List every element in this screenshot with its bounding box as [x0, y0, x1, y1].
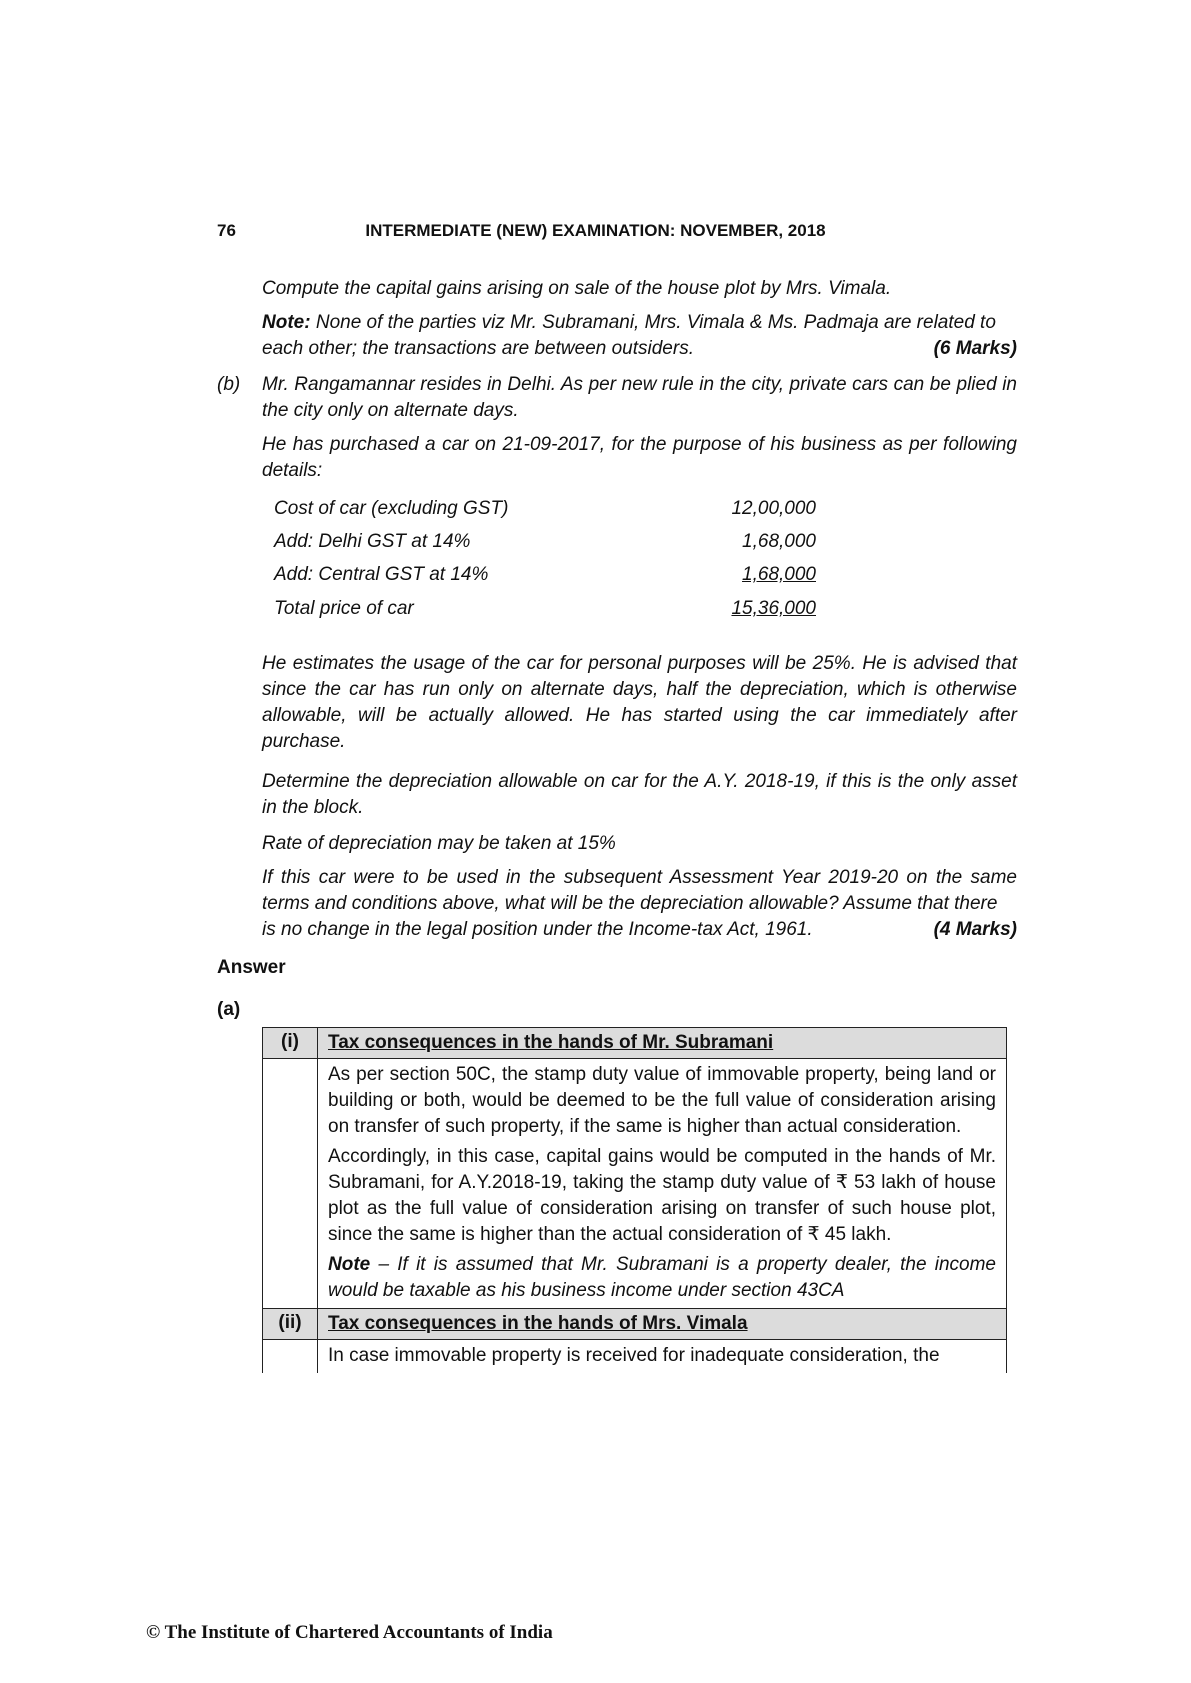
row-heading: Tax consequences in the hands of Mr. Subramani — [318, 1028, 1007, 1059]
row-number: (ii) — [263, 1309, 318, 1340]
cost-total-underlined: 15,36,000 — [731, 598, 816, 619]
cost-label: Cost of car (excluding GST) — [274, 498, 509, 519]
subsequent-main: If this car were to be used in the subsequent Assessment Year 2019-20 on the same terms and conditions above, what will be the depreciation allowable? Assume that there — [262, 867, 1017, 914]
page-number: 76 — [217, 221, 236, 240]
question-b-intro: Mr. Rangamannar resides in Delhi. As per new rule in the city, private cars can be plied in the city only on alternate days. — [262, 374, 1017, 421]
cost-label: Add: Delhi GST at 14% — [274, 531, 471, 552]
question-b-rate: Rate of depreciation may be taken at 15% — [262, 833, 616, 854]
table-row — [263, 1059, 1007, 1309]
table-row — [263, 1340, 1007, 1374]
footer-copyright: © The Institute of Chartered Accountants of India — [146, 1622, 553, 1643]
row-number-empty — [263, 1340, 318, 1374]
note-line-1: None of the parties viz Mr. Subramani, Mrs. Vimala & Ms. Padmaja are related to — [315, 312, 996, 333]
answer-part-label: (a) — [217, 999, 241, 1020]
table-row — [263, 1309, 1007, 1340]
question-b-label: (b) — [217, 374, 241, 395]
body-paragraph: As per section 50C, the stamp duty value of immovable property, being land or building or both, would be deemed to be the full value of consideration arising on transfer of such property, if the same is higher than actual consideration. — [328, 1064, 996, 1137]
marks-b: (4 Marks) — [933, 919, 1017, 940]
body-note — [328, 1252, 996, 1304]
table-row — [263, 1028, 1007, 1059]
question-b-subsequent — [262, 865, 1017, 943]
page-header-title: INTERMEDIATE (NEW) EXAMINATION: NOVEMBER, 2018 — [365, 221, 826, 240]
cost-label: Total price of car — [274, 598, 414, 619]
marks-a: (6 Marks) — [933, 338, 1017, 359]
body-paragraph: In case immovable property is received for inadequate consideration, the — [328, 1345, 940, 1366]
cost-value: 12,00,000 — [731, 498, 816, 519]
compute-line: Compute the capital gains arising on sale of the house plot by Mrs. Vimala. — [262, 278, 892, 299]
question-b-purchase: He has purchased a car on 21-09-2017, for the purpose of his business as per following details: — [262, 434, 1017, 481]
cost-label: Add: Central GST at 14% — [274, 564, 489, 585]
row-body — [318, 1059, 1007, 1309]
body-note-text: – If it is assumed that Mr. Subramani is a property dealer, the income would be taxable as his business income under section 43CA — [328, 1254, 996, 1301]
answer-heading: Answer — [217, 957, 286, 978]
note-line-2: each other; the transactions are between outsiders. — [262, 338, 694, 359]
cost-value: 1,68,000 — [742, 531, 816, 552]
row-number: (i) — [263, 1028, 318, 1059]
body-note-label: Note — [328, 1254, 371, 1275]
note-block — [262, 310, 1017, 362]
note-label: Note: — [262, 312, 311, 333]
question-b-determine: Determine the depreciation allowable on car for the A.Y. 2018-19, if this is the only asset in the block. — [262, 771, 1017, 818]
subsequent-last: is no change in the legal position under the Income-tax Act, 1961. — [262, 919, 813, 940]
row-number-empty — [263, 1059, 318, 1309]
cost-total-value — [640, 596, 816, 622]
body-paragraph: Accordingly, in this case, capital gains would be computed in the hands of Mr. Subramani, for A.Y.2018-19, taking the stamp duty value of ₹ 53 lakh of house plot as the full value of consideration arising on transfer of such house plot, since the same is higher than the actual consideration of ₹ 45 lakh. — [328, 1146, 996, 1245]
answer-table — [262, 1027, 1007, 1373]
cost-value — [640, 562, 816, 588]
row-heading: Tax consequences in the hands of Mrs. Vimala — [318, 1309, 1007, 1340]
cost-value-underlined: 1,68,000 — [742, 564, 816, 585]
question-b-usage: He estimates the usage of the car for personal purposes will be 25%. He is advised that since the car has run only on alternate days, half the depreciation, which is otherwise allowable, will be actually allowed. He has started using the car immediately after purchase. — [262, 653, 1017, 752]
row-body — [318, 1340, 1007, 1374]
